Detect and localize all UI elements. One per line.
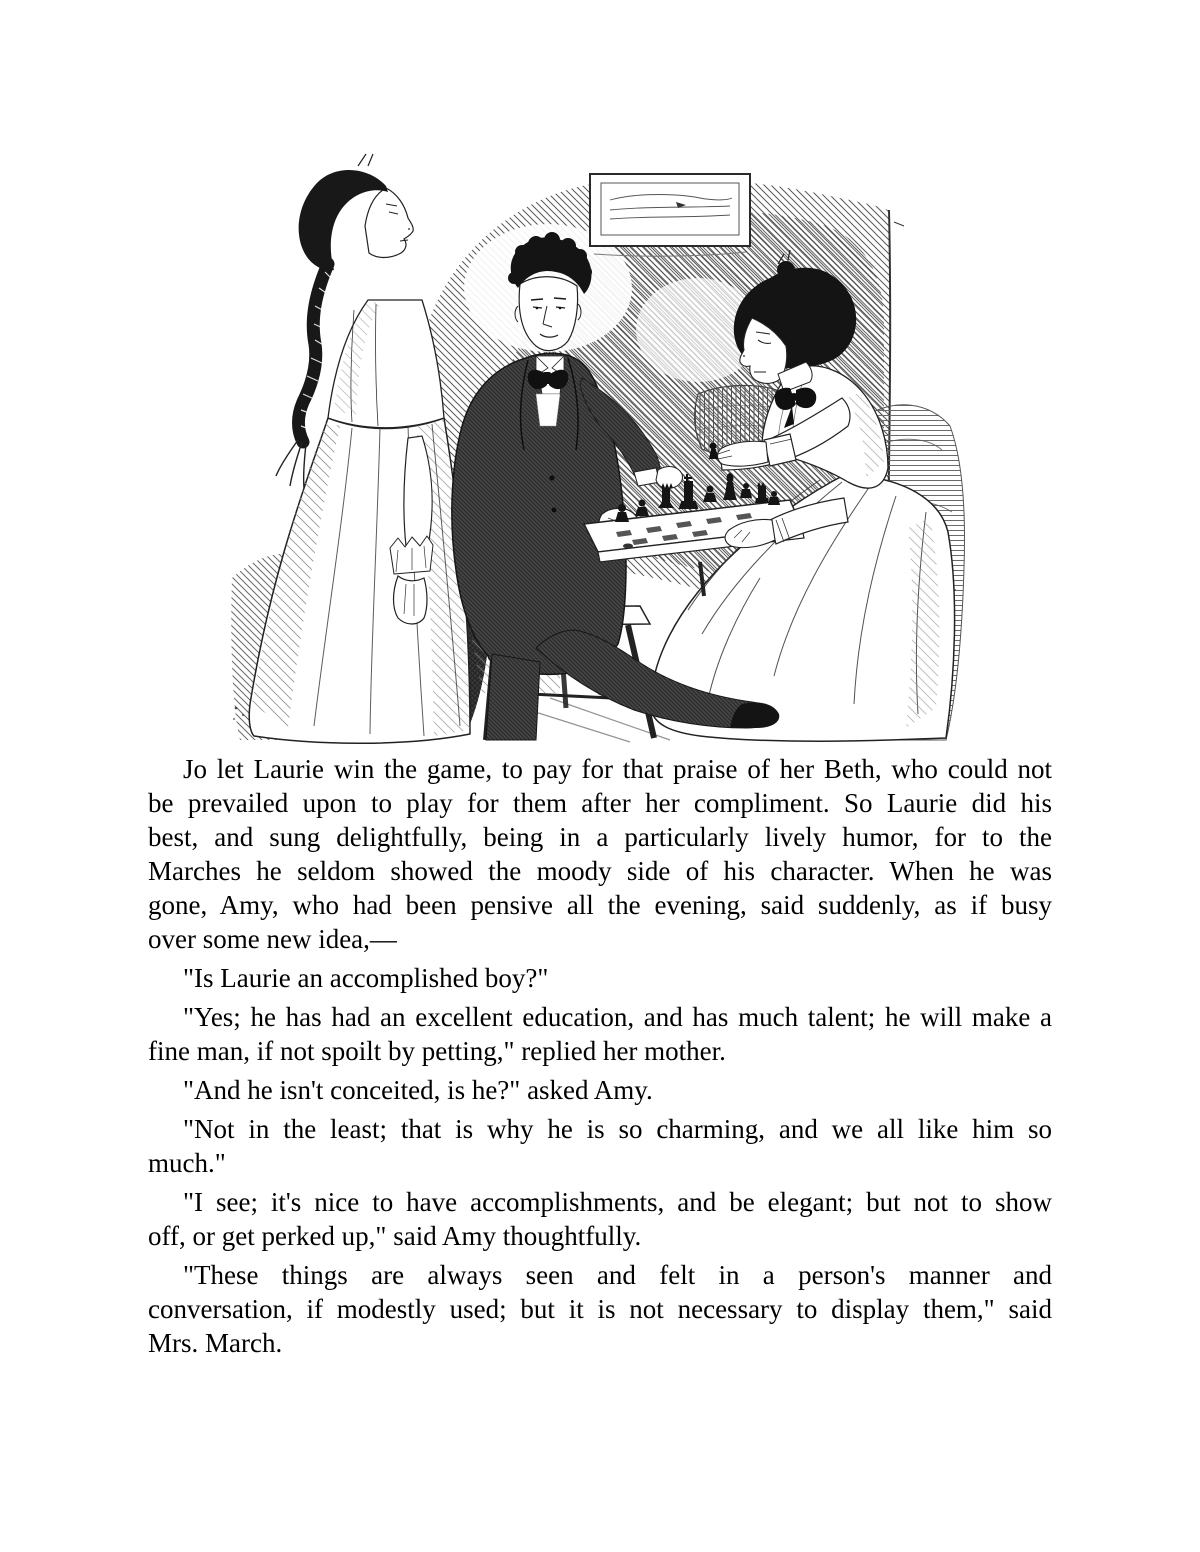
text-line: "And he isn't conceited, is he?" asked Amy. [183,1075,653,1105]
text-line: much." [148,1148,226,1178]
paragraph [148,961,1052,995]
text-line: Marches he seldom showed the moody side of his character. When he was [148,856,1052,886]
text-line: "Yes; he has had an excellent education, and has much talent; he will make a [183,1002,1052,1032]
paragraph [148,1185,1052,1253]
text-line: off, or get perked up," said Amy thoughtfully. [148,1221,642,1251]
girl-face [365,188,413,258]
text-line: Mrs. March. [148,1328,283,1358]
framed-picture [590,174,750,256]
text-line: "I see; it's nice to have accomplishments, and be elegant; but not to show [183,1187,1052,1217]
page-text [148,752,1052,1365]
girl-hand [394,576,428,624]
text-line: fine man, if not spoilt by petting," replied her mother. [148,1036,726,1066]
text-line: "Not in the least; that is why he is so charming, and we all like him so [183,1114,1052,1144]
paragraph [148,752,1052,956]
book-illustration [230,148,975,748]
paragraph [148,1112,1052,1180]
text-line: Jo let Laurie win the game, to pay for that praise of her Beth, who could not [183,754,1052,784]
standing-girl-figure [249,154,470,743]
text-line: conversation, if modestly used; but it is not necessary to display them," said [148,1294,1052,1324]
woman-cuff [764,434,796,466]
paragraph [148,1258,1052,1360]
paragraph [148,1073,1052,1107]
boy-hand [656,467,683,489]
paragraph [148,1000,1052,1068]
text-line: be prevailed upon to play for them after her compliment. So Laurie did his [148,788,1052,818]
illustration-engraving [230,148,975,748]
text-line: "Is Laurie an accomplished boy?" [183,963,549,993]
text-line: gone, Amy, who had been pensive all the evening, said suddenly, as if busy [148,890,1052,920]
held-chess-piece [710,443,717,450]
text-line: over some new idea,— [148,924,397,954]
text-line: best, and sung delightfully, being in a particularly lively humor, for to the [148,822,1052,852]
text-line: "These things are always seen and felt in a person's manner and [183,1260,1052,1290]
